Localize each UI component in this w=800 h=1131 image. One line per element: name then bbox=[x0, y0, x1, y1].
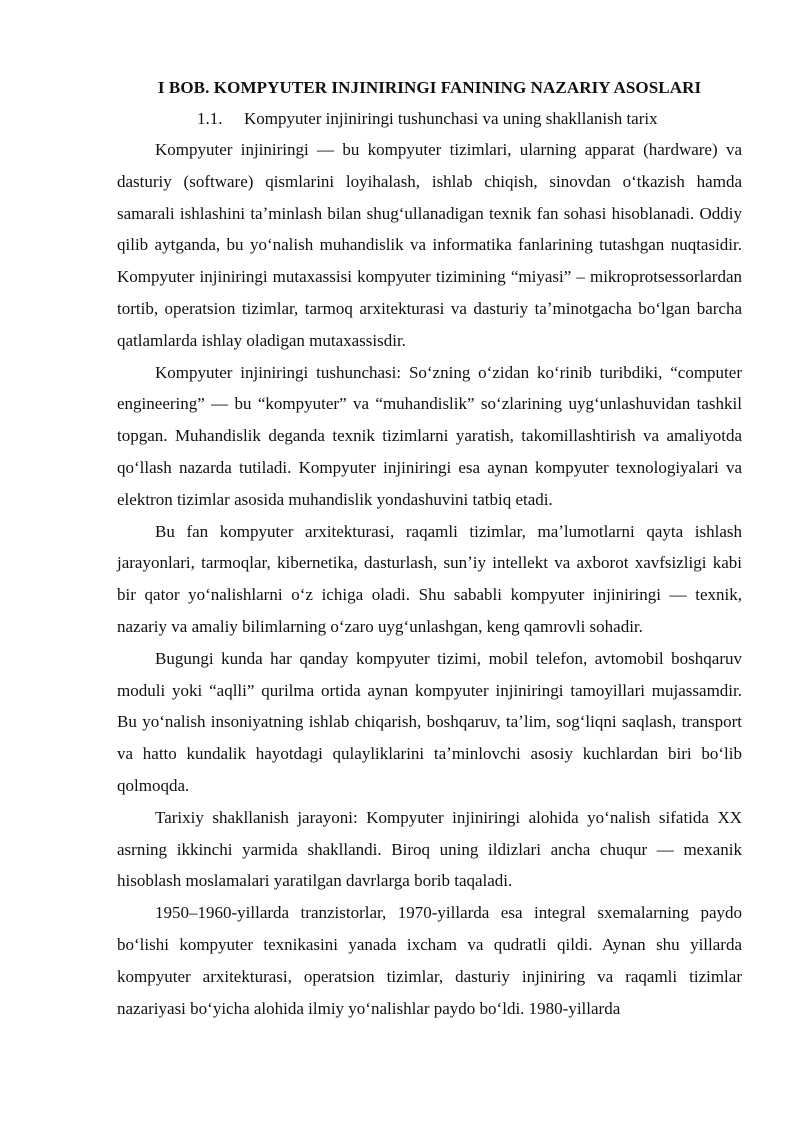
paragraph: Bu fan kompyuter arxitekturasi, raqamli tizimlar, maʼlumotlarni qayta ishlash jarayonlari, tarmoqlar, kibernetika, dasturlash, sunʼiy intellekt va axborot xavfsizligi kabi bir qator yoʻnalishlarni oʻz ichiga oladi. Shu sababli kompyuter injiniringi — texnik, nazariy va amaliy bilimlarning oʻzaro uygʻunlashgan, keng qamrovli sohadir. bbox=[117, 521, 742, 636]
chapter-title: I BOB. KOMPYUTER INJINIRINGI FANINING NAZARIY ASOSLARI bbox=[157, 78, 702, 97]
paragraph: Tarixiy shakllanish jarayoni: Kompyuter injiniringi alohida yoʻnalish sifatida XX asrning ikkinchi yarmida shakllandi. Biroq uning ildizlari ancha chuqur — mexanik hisoblash moslamalari yaratilgan davrlarga borib taqaladi. bbox=[117, 807, 742, 891]
paragraph: Kompyuter injiniringi tushunchasi: Soʻzning oʻzidan koʻrinib turibdiki, “computer engineering” — bu “kompyuter” va “muhandislik” soʻzlarining uygʻunlashuvidan tashkil topgan. Muhandislik deganda texnik tizimlarni yaratish, takomillashtirish va amaliyotda qoʻllash nazarda tutiladi. Kompyuter injiniringi esa aynan kompyuter texnologiyalari va elektron tizimlar asosida muhandislik yondashuvini tatbiq etadi. bbox=[117, 362, 742, 509]
section-title: Kompyuter injiniringi tushunchasi va uning shakllanish tarix bbox=[244, 109, 658, 128]
paragraph: Kompyuter injiniringi — bu kompyuter tizimlari, ularning apparat (hardware) va dasturiy (software) qismlarini loyihalash, ishlab chiqish, sinovdan oʻtkazish hamda samarali ishlashini taʼminlash bilan shugʻullanadigan texnik fan sohasi hisoblanadi. Oddiy qilib aytganda, bu yoʻnalish muhandislik va informatika fanlarining tutashgan nuqtasidir. Kompyuter injiniringi mutaxassisi kompyuter tizimining “miyasi” – mikroprotsessorlardan tortib, operatsion tizimlar, tarmoq arxitekturasi va dasturiy taʼminotgacha boʻlgan barcha qatlamlarda ishlay oladigan mutaxassisdir. bbox=[117, 140, 742, 350]
section-heading bbox=[117, 105, 742, 132]
paragraph: Bugungi kunda har qanday kompyuter tizimi, mobil telefon, avtomobil boshqaruv moduli yoki “aqlli” qurilma ortida aynan kompyuter injiniringi tamoyillari mujassamdir. Bu yoʻnalish insoniyatning ishlab chiqarish, boshqaruv, taʼlim, sogʻliqni saqlash, transport va hatto kundalik hayotdagi qulayliklarini taʼminlovchi asosiy kuchlardan biri boʻlib qolmoqda. bbox=[117, 648, 742, 795]
paragraph: 1950–1960-yillarda tranzistorlar, 1970-yillarda esa integral sxemalarning paydo boʻlishi kompyuter texnikasini yanada ixcham va qudratli qildi. Aynan shu yillarda kompyuter arxitekturasi, operatsion tizimlar, dasturiy injiniring va raqamli tizimlar nazariyasi boʻyicha alohida ilmiy yoʻnalishlar paydo boʻldi. 1980-yillarda bbox=[117, 903, 742, 1018]
section-number: 1.1. bbox=[197, 109, 223, 128]
page-content bbox=[117, 74, 742, 1024]
